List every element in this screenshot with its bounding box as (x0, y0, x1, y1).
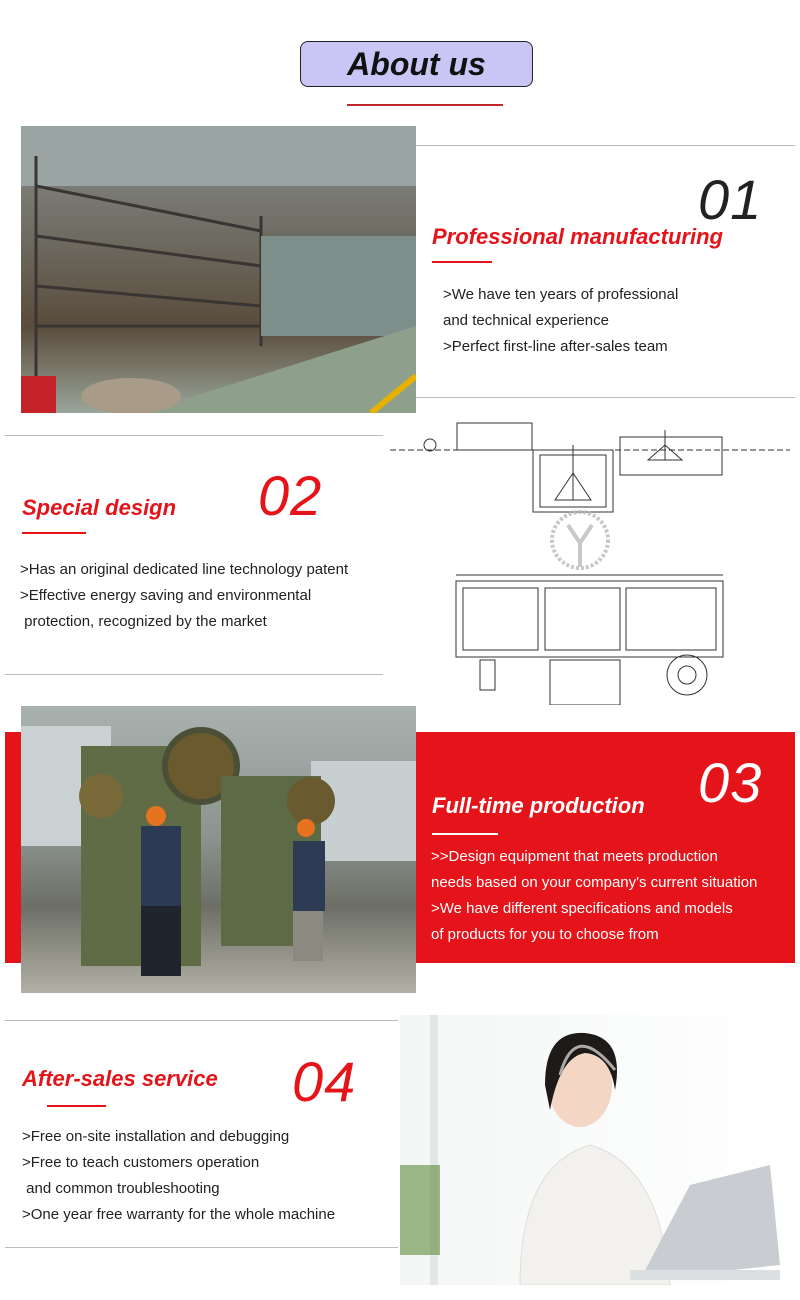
customer-service-photo (400, 1015, 795, 1285)
divider (5, 1247, 398, 1248)
feature-line: >We have different specifications and models (431, 900, 733, 917)
warehouse-photo (21, 126, 416, 413)
section-number: 02 (258, 464, 323, 527)
title-accent-bar (432, 833, 498, 835)
section-title: After-sales service (22, 1066, 218, 1091)
feature-line: needs based on your company's current situation (431, 874, 758, 891)
engineering-drawing (390, 405, 800, 705)
support-agent-illustration (400, 1015, 795, 1285)
factory-illustration (21, 706, 416, 993)
title-accent-bar (47, 1105, 106, 1107)
feature-line: of products for you to choose from (431, 926, 659, 943)
feature-line: >One year free warranty for the whole machine (22, 1206, 336, 1223)
divider (416, 397, 795, 398)
title-accent-bar (22, 532, 86, 534)
divider (5, 435, 383, 436)
feature-line: and common troubleshooting (22, 1180, 220, 1197)
divider (5, 674, 383, 675)
feature-line: protection, recognized by the market (20, 613, 267, 630)
feature-line: >Perfect first-line after-sales team (443, 338, 668, 355)
feature-line: >Free to teach customers operation (22, 1154, 260, 1171)
feature-line: >Has an original dedicated line technology patent (20, 561, 349, 578)
feature-line: and technical experience (443, 312, 609, 329)
section-title: Special design (22, 495, 177, 520)
warehouse-illustration (21, 126, 416, 413)
section-number: 03 (698, 751, 763, 814)
divider (416, 145, 795, 146)
title-underline (347, 104, 503, 106)
section-number: 04 (292, 1050, 357, 1113)
feature-line: >We have ten years of professional (443, 286, 679, 303)
section-title: Full-time production (432, 793, 645, 818)
punch-press-photo (21, 706, 416, 993)
about-us-title: About us (300, 41, 533, 87)
section-number: 01 (698, 168, 763, 231)
feature-line: >>Design equipment that meets production (431, 848, 718, 865)
feature-line: >Free on-site installation and debugging (22, 1128, 290, 1145)
divider (5, 1020, 398, 1021)
title-accent-bar (432, 261, 492, 263)
section-title: Professional manufacturing (432, 224, 723, 249)
feature-line: >Effective energy saving and environmental (20, 587, 312, 604)
